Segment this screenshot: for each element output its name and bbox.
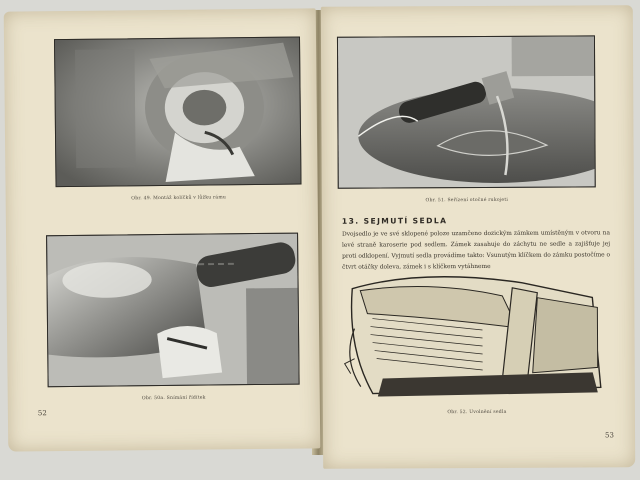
figure-49-caption: Obr. 49. Montáž kolíčků v lůžku rámu xyxy=(131,195,227,202)
body-paragraph: Dvojsedlo je ve své sklopené poloze uzamčeno dozickým zámkem umístěným v otvoru na levé straně karoserie pod sedlem. Zámek zasahuje do záchytu ne sedle a zajišťuje jej proti odklopení. Vyjmutí sedla provádíme takto: Vsunutým klíčkem do zámku postočíme o čtvrt otáčky doleva, zámek i s klíčkem vytáhneme xyxy=(341,230,611,271)
figure-49-photo xyxy=(54,37,302,188)
figure-50a-photo xyxy=(46,233,300,388)
section-heading: 13. SEJMUTÍ SEDLA xyxy=(341,216,448,226)
figure-52-drawing xyxy=(342,267,611,400)
page-number-right: 53 xyxy=(605,431,614,440)
right-page xyxy=(321,5,635,469)
left-page xyxy=(4,8,321,451)
figure-50a-caption: Obr. 50a. Snímání řídítek xyxy=(141,395,206,402)
figure-52-caption: Obr. 52. Uvolnění sedla xyxy=(447,409,507,416)
page-number-left: 52 xyxy=(37,409,47,418)
figure-51-caption: Obr. 51. Seřízení otočné rukojeti xyxy=(425,197,509,204)
figure-51-photo xyxy=(337,35,596,188)
